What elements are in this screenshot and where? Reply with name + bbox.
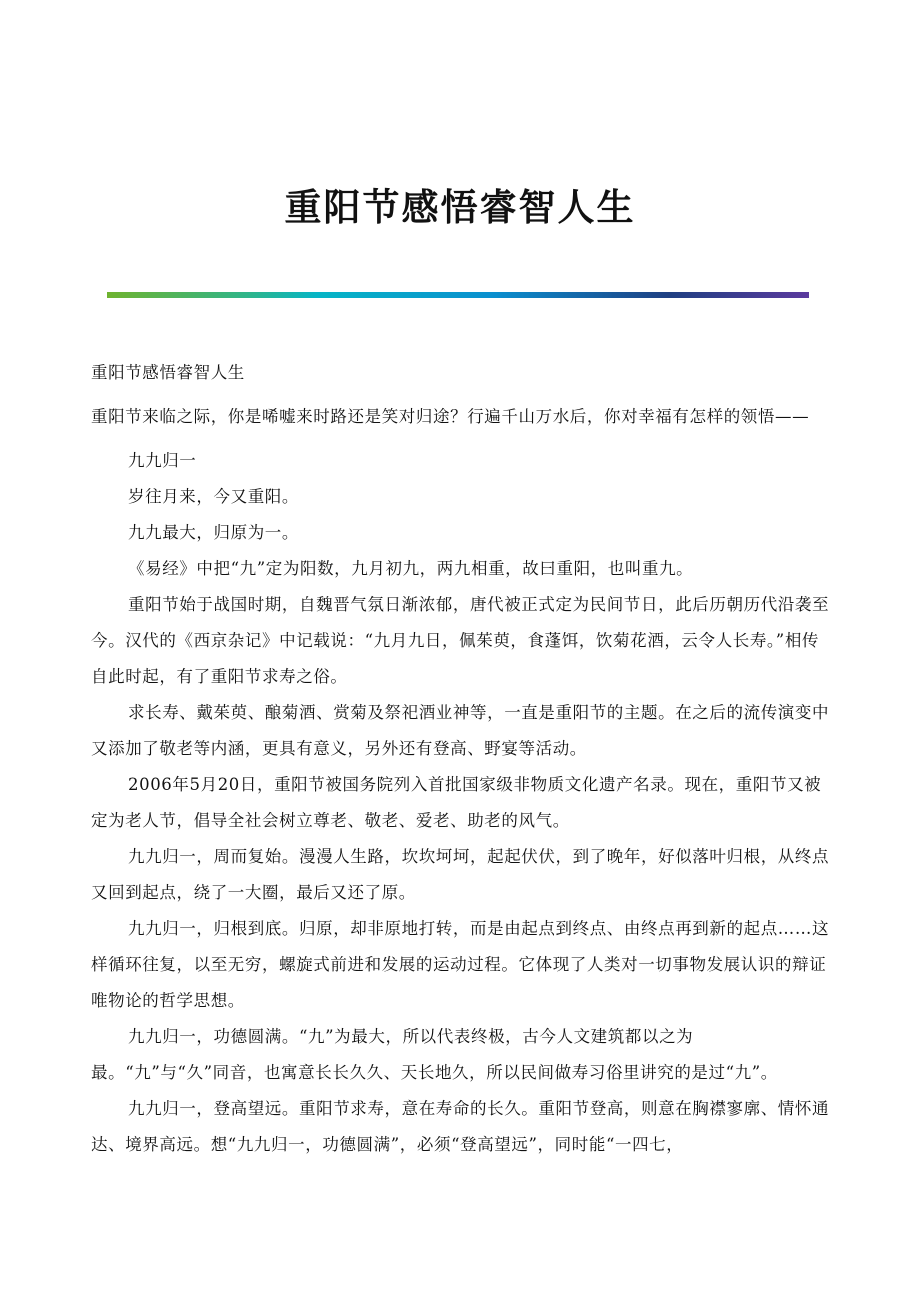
paragraph: 九九最大，归原为一。 — [128, 523, 299, 542]
paragraph: 九九归一，归根到底。归原，却非原地打转，而是由起点到终点、由终点再到新的起点……这样循环往复，以至无穷，螺旋式前进和发展的运动过程。它体现了人类对一切事物发展认识的辩证唯物论的哲学思想。 — [91, 919, 830, 1010]
paragraph: 岁往月来，今又重阳。 — [128, 487, 299, 506]
gradient-divider — [107, 292, 809, 298]
paragraph: 求长寿、戴茱萸、酿菊酒、赏菊及祭祀酒业神等，一直是重阳节的主题。在之后的流传演变中又添加了敬老等内涵，更具有意义，另外还有登高、野宴等活动。 — [91, 703, 830, 758]
paragraph: 九九归一，功德圆满。“九”为最大，所以代表终极，古今人文建筑都以之为最。“九”与“久”同音，也寓意长长久久、天长地久，所以民间做寿习俗里讲究的是过“九”。 — [91, 1027, 778, 1082]
paragraph: 重阳节始于战国时期，自魏晋气氛日渐浓郁，唐代被正式定为民间节日，此后历朝历代沿袭至今。汉代的《西京杂记》中记载说：“九月九日，佩茱萸，食蓬饵，饮菊花酒，云令人长寿。”相传自此时起，有了重阳节求寿之俗。 — [91, 595, 830, 686]
intro-paragraph: 重阳节来临之际，你是唏嘘来时路还是笑对归途？行遍千山万水后，你对幸福有怎样的领悟—— — [91, 407, 810, 426]
subtitle: 重阳节感悟睿智人生 — [91, 363, 245, 382]
document-title: 重阳节感悟睿智人生 — [284, 186, 636, 229]
paragraph: 九九归一，登高望远。重阳节求寿，意在寿命的长久。重阳节登高，则意在胸襟寥廓、情怀通达、境界高远。想“九九归一，功德圆满”，必须“登高望远”，同时能“一四七， — [91, 1099, 830, 1154]
section-heading: 九九归一 — [128, 451, 197, 470]
paragraph: 2006年5月20日，重阳节被国务院列入首批国家级非物质文化遗产名录。现在，重阳节又被定为老人节，倡导全社会树立尊老、敬老、爱老、助老的风气。 — [91, 775, 822, 830]
paragraph: 九九归一，周而复始。漫漫人生路，坎坎坷坷，起起伏伏，到了晚年，好似落叶归根，从终点又回到起点，绕了一大圈，最后又还了原。 — [91, 847, 830, 902]
paragraph: 《易经》中把“九”定为阳数，九月初九，两九相重，故曰重阳，也叫重九。 — [128, 559, 694, 578]
document-body — [91, 355, 831, 1163]
